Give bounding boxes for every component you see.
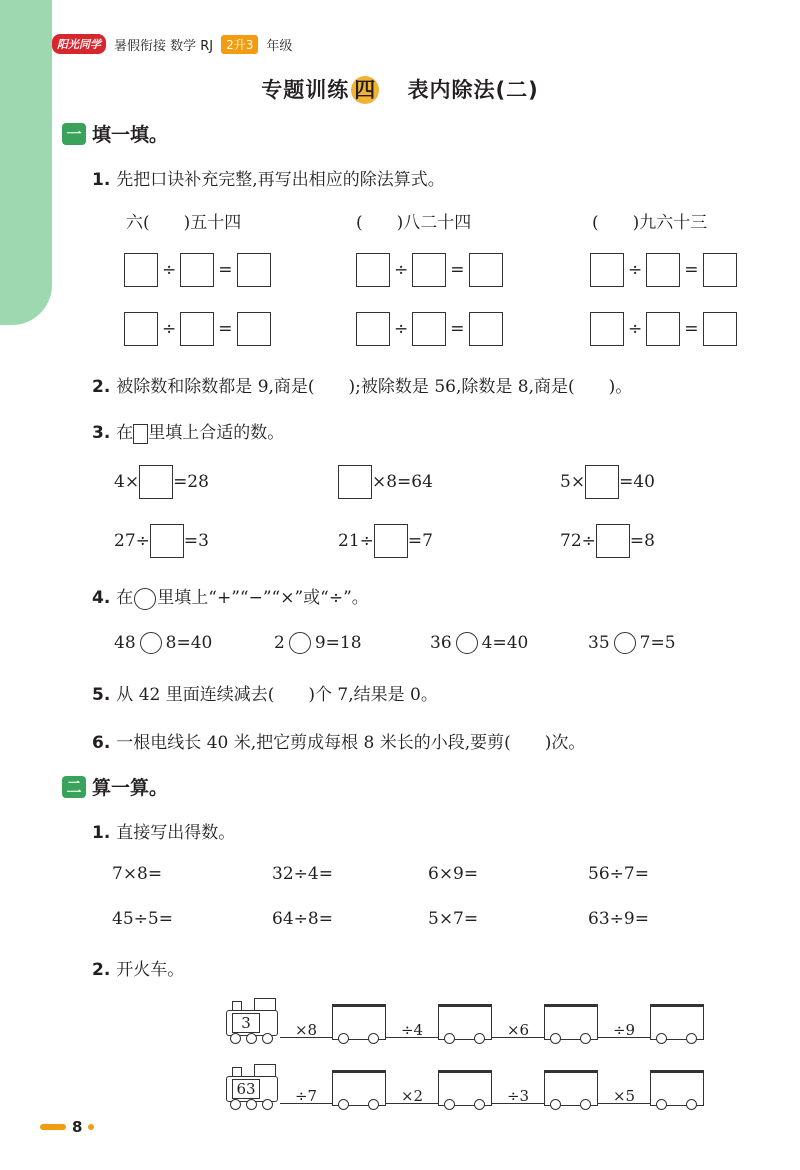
- eq-left: 4×: [114, 472, 140, 492]
- train-car[interactable]: [332, 1070, 386, 1110]
- eq-right: 4=40: [481, 633, 529, 653]
- answer-box[interactable]: [703, 312, 737, 346]
- calc-text: 56÷7=: [588, 864, 649, 884]
- question-text: 被除数和除数都是 9,商是( );被除数是 56,除数是 8,商是( )。: [116, 377, 633, 397]
- wheel: [246, 1099, 257, 1110]
- answer-box[interactable]: [180, 253, 214, 287]
- eq-left: 48: [114, 633, 136, 653]
- eq-right: 9=18: [314, 633, 362, 653]
- question-number: 2.: [92, 377, 111, 397]
- eq-left: 35: [588, 633, 610, 653]
- fill-equation: [114, 465, 209, 499]
- calc-item: [588, 909, 649, 929]
- train-2: [220, 1064, 704, 1110]
- answer-box[interactable]: [124, 253, 158, 287]
- eq-left: 36: [430, 633, 452, 653]
- division-equation: ÷ =: [124, 253, 271, 287]
- answer-box[interactable]: [356, 312, 390, 346]
- calc-text: 63÷9=: [588, 909, 649, 929]
- division-equation: ÷ =: [356, 253, 503, 287]
- engine-start-number: 63: [232, 1079, 260, 1099]
- answer-box[interactable]: [646, 253, 680, 287]
- page-dash: [40, 1124, 66, 1130]
- decorative-side-band: [0, 0, 52, 325]
- brand-logo: 阳光同学: [52, 34, 106, 54]
- question-number: 4.: [92, 588, 111, 608]
- calc-text: 5×7=: [428, 909, 479, 929]
- operator-circle[interactable]: [456, 632, 478, 654]
- answer-box[interactable]: [237, 312, 271, 346]
- eq-left: 5×: [560, 472, 586, 492]
- wheel: [262, 1099, 273, 1110]
- answer-box[interactable]: [585, 465, 619, 499]
- circle-symbol: [134, 588, 156, 610]
- answer-box[interactable]: [124, 312, 158, 346]
- eq-right: 8=40: [165, 633, 213, 653]
- question-number: 1.: [92, 170, 111, 190]
- question-4: [92, 583, 369, 610]
- train-engine: [220, 1000, 280, 1044]
- operator-equation: [588, 632, 676, 654]
- calc-item: [428, 909, 478, 929]
- wheel: [230, 1099, 241, 1110]
- answer-box[interactable]: [469, 312, 503, 346]
- calc-item: [272, 864, 333, 884]
- question-text: 从 42 里面连续减去( )个 7,结果是 0。: [116, 685, 438, 705]
- answer-box[interactable]: [703, 253, 737, 287]
- section-number: 一: [62, 123, 86, 145]
- train-1: [220, 998, 704, 1044]
- question-2: [92, 372, 632, 397]
- operator-equation: [430, 632, 528, 654]
- section-calculate: [62, 773, 168, 800]
- wheel: [230, 1033, 241, 1044]
- fill-equation: [338, 465, 433, 499]
- box-symbol: [133, 424, 148, 444]
- eq-right: =28: [173, 472, 209, 492]
- question-3: [92, 418, 284, 444]
- eq-right: ×8=64: [372, 472, 433, 492]
- train-operation: ×2: [386, 1089, 438, 1104]
- train-operation: ÷7: [280, 1089, 332, 1104]
- page-number: [40, 1118, 94, 1136]
- division-equation: ÷ =: [356, 312, 503, 346]
- operator-circle[interactable]: [614, 632, 636, 654]
- train-car[interactable]: [544, 1004, 598, 1044]
- section-number: 二: [62, 776, 86, 798]
- answer-box[interactable]: [646, 312, 680, 346]
- rhyme-text: ( )九六十三: [592, 213, 708, 233]
- question-1: [92, 165, 445, 190]
- rhyme-3: [592, 208, 707, 233]
- calc-text: 32÷4=: [272, 864, 333, 884]
- grade-suffix: 年级: [266, 38, 293, 54]
- calc-text: 6×9=: [428, 864, 479, 884]
- question-6: [92, 728, 585, 753]
- question-5: [92, 680, 438, 705]
- answer-box[interactable]: [374, 524, 408, 558]
- fill-equation: [114, 524, 209, 558]
- book-header: [52, 34, 292, 54]
- train-car[interactable]: [332, 1004, 386, 1044]
- calc-item: [428, 864, 478, 884]
- train-operation: ÷4: [386, 1023, 438, 1038]
- answer-box[interactable]: [412, 312, 446, 346]
- answer-box[interactable]: [338, 465, 372, 499]
- answer-box[interactable]: [139, 465, 173, 499]
- eq-right: =7: [407, 531, 433, 551]
- calc-item: [112, 909, 173, 929]
- wheel: [262, 1033, 273, 1044]
- eq-left: 72÷: [560, 531, 596, 551]
- operator-equation: [114, 632, 212, 654]
- rhyme-2: [356, 208, 471, 233]
- operator-circle[interactable]: [289, 632, 311, 654]
- answer-box[interactable]: [590, 312, 624, 346]
- answer-box[interactable]: [237, 253, 271, 287]
- train-operation: ÷9: [598, 1023, 650, 1038]
- answer-box[interactable]: [412, 253, 446, 287]
- question-text: 先把口诀补充完整,再写出相应的除法算式。: [116, 170, 445, 190]
- fill-equation: [560, 524, 655, 558]
- section-label: 算一算。: [92, 777, 169, 799]
- question-text: 里填上合适的数。: [148, 423, 285, 443]
- train-car[interactable]: [544, 1070, 598, 1110]
- eq-left: 27÷: [114, 531, 150, 551]
- question-text: 开火车。: [116, 960, 185, 980]
- question-number: 2.: [92, 960, 111, 980]
- calc-item: [588, 864, 649, 884]
- answer-box[interactable]: [590, 253, 624, 287]
- grade-badge: 2升3: [221, 35, 258, 54]
- title-topic: 表内除法(二): [407, 78, 539, 102]
- division-equation: ÷ =: [124, 312, 271, 346]
- question-text: 在: [116, 423, 134, 443]
- train-car[interactable]: [438, 1070, 492, 1110]
- eq-right: =3: [183, 531, 209, 551]
- train-engine: [220, 1066, 280, 1110]
- calc-question-1: [92, 818, 235, 843]
- page-dot: [88, 1124, 94, 1130]
- page-title: [0, 74, 800, 104]
- eq-left: 21÷: [338, 531, 374, 551]
- fill-equation: [338, 524, 433, 558]
- wheel: [246, 1033, 257, 1044]
- answer-box[interactable]: [596, 524, 630, 558]
- question-text: 直接写出得数。: [116, 823, 236, 843]
- engine-start-number: 3: [232, 1013, 260, 1033]
- eq-right: =8: [629, 531, 655, 551]
- calc-text: 45÷5=: [112, 909, 173, 929]
- operator-circle[interactable]: [140, 632, 162, 654]
- title-prefix: 专题训练: [261, 78, 350, 102]
- answer-box[interactable]: [469, 253, 503, 287]
- rhyme-text: 六( )五十四: [126, 213, 242, 233]
- question-text: 一根电线长 40 米,把它剪成每根 8 米长的小段,要剪( )次。: [116, 733, 586, 753]
- section-label: 填一填。: [92, 124, 169, 146]
- division-equation: ÷ =: [590, 253, 737, 287]
- rhyme-1: [126, 208, 241, 233]
- train-operation: ×8: [280, 1023, 332, 1038]
- train-operation: ×5: [598, 1089, 650, 1104]
- title-number: 四: [351, 76, 379, 104]
- question-text: 里填上“+”“−”“×”或“÷”。: [157, 588, 369, 608]
- train-operation: ×6: [492, 1023, 544, 1038]
- eq-right: =40: [619, 472, 655, 492]
- train-car[interactable]: [650, 1004, 704, 1044]
- page-number-text: 8: [72, 1118, 83, 1136]
- calc-text: 7×8=: [112, 864, 163, 884]
- question-number: 5.: [92, 685, 111, 705]
- calc-question-2: [92, 955, 184, 980]
- division-equation: ÷ =: [590, 312, 737, 346]
- answer-box[interactable]: [150, 524, 184, 558]
- section-fill-in: [62, 120, 168, 147]
- calc-text: 64÷8=: [272, 909, 333, 929]
- train-car[interactable]: [650, 1070, 704, 1110]
- train-car[interactable]: [438, 1004, 492, 1044]
- question-number: 6.: [92, 733, 111, 753]
- answer-box[interactable]: [180, 312, 214, 346]
- eq-left: 2: [274, 633, 285, 653]
- train-operation: ÷3: [492, 1089, 544, 1104]
- book-name: 暑假衔接 数学 RJ: [114, 38, 214, 54]
- fill-equation: [560, 465, 655, 499]
- calc-item: [112, 864, 162, 884]
- eq-right: 7=5: [639, 633, 676, 653]
- question-text: 在: [116, 588, 134, 608]
- answer-box[interactable]: [356, 253, 390, 287]
- question-number: 1.: [92, 823, 111, 843]
- calc-item: [272, 909, 333, 929]
- question-number: 3.: [92, 423, 111, 443]
- operator-equation: [274, 632, 362, 654]
- rhyme-text: ( )八二十四: [356, 213, 472, 233]
